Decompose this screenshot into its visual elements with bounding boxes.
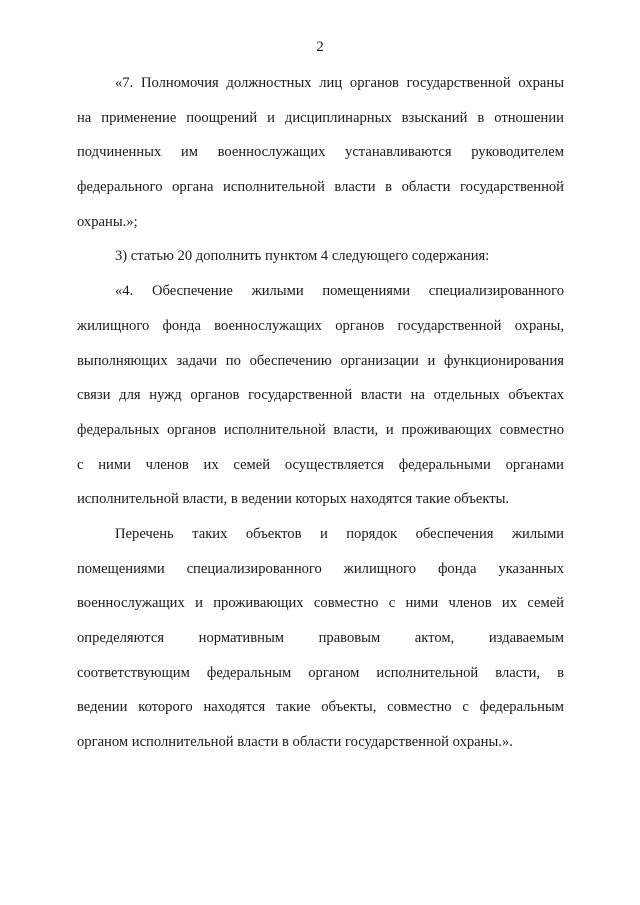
text-line: «7. Полномочия должностных лиц органов государственной охраны — [115, 75, 564, 91]
text-line: федерального органа исполнительной власти в области государственной — [77, 179, 564, 196]
text-line: органом исполнительной власти в области государственной охраны.». — [77, 734, 513, 751]
text-line: 3) статью 20 дополнить пунктом 4 следующего содержания: — [115, 248, 490, 265]
text-line: связи для нужд органов государственной власти на отдельных объектах — [77, 387, 564, 404]
paragraph-2 — [77, 239, 564, 274]
text-line: Перечень таких объектов и порядок обеспечения жилыми — [115, 525, 564, 542]
text-line: исполнительной власти, в ведении которых находятся такие объекты. — [77, 491, 510, 508]
text-line: ведении которого находятся такие объекты, совместно с федеральным — [77, 699, 564, 716]
text-line: охраны.»; — [77, 213, 138, 230]
paragraph-3 — [77, 274, 564, 517]
text-line: подчиненных им военнослужащих устанавливаются руководителем — [77, 144, 564, 161]
text-line: на применение поощрений и дисциплинарных взысканий в отношении — [77, 109, 564, 126]
document-body — [77, 66, 564, 760]
text-line: соответствующим федеральным органом исполнительной власти, в — [77, 664, 564, 681]
text-line: с ними членов их семей осуществляется федеральными органами — [77, 456, 564, 473]
text-line: военнослужащих и проживающих совместно с ними членов их семей — [77, 595, 564, 612]
text-line: «4. Обеспечение жилыми помещениями специализированного — [115, 283, 564, 300]
paragraph-4 — [77, 517, 564, 760]
paragraph-1 — [77, 66, 564, 239]
text-line: выполняющих задачи по обеспечению организации и функционирования — [77, 352, 564, 369]
text-line: федеральных органов исполнительной власти, и проживающих совместно — [77, 421, 564, 438]
page-number: 2 — [316, 39, 324, 55]
text-line: помещениями специализированного жилищного фонда указанных — [77, 560, 564, 577]
text-line: жилищного фонда военнослужащих органов государственной охраны, — [77, 317, 564, 334]
text-line: определяются нормативным правовым актом, издаваемым — [77, 630, 564, 646]
